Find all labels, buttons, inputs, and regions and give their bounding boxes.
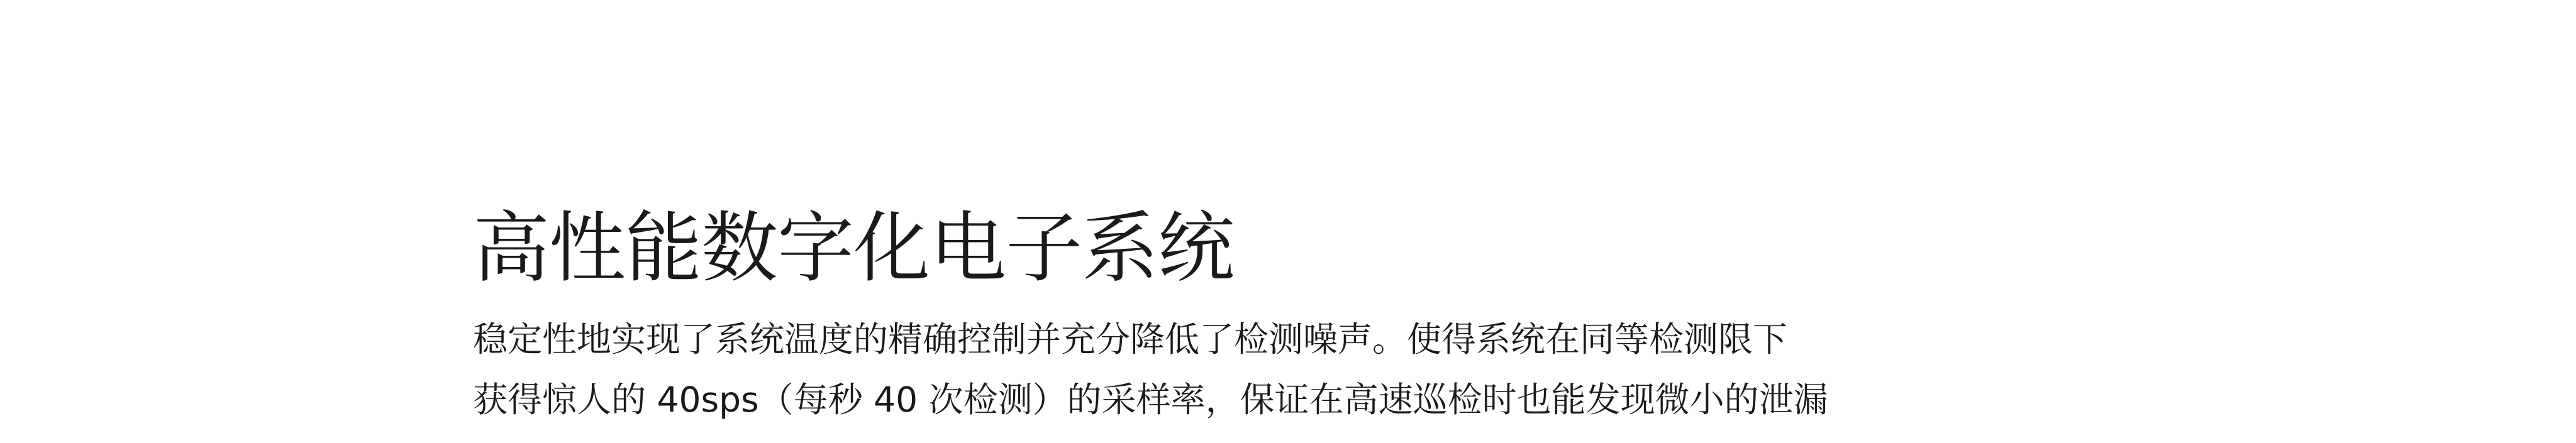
section-description — [473, 309, 1857, 430]
description-line: 稳定性地实现了系统温度的精确控制并充分降低了检测噪声。使得系统在同等检测限下 — [473, 319, 1788, 359]
description-line: 获得惊人的 40sps（每秒 40 次检测）的采样率，保证在高速巡检时也能发现微小的泄漏 — [473, 380, 1828, 420]
section-title: 高性能数字化电子系统 — [473, 204, 1234, 293]
feature-section — [473, 201, 1857, 430]
